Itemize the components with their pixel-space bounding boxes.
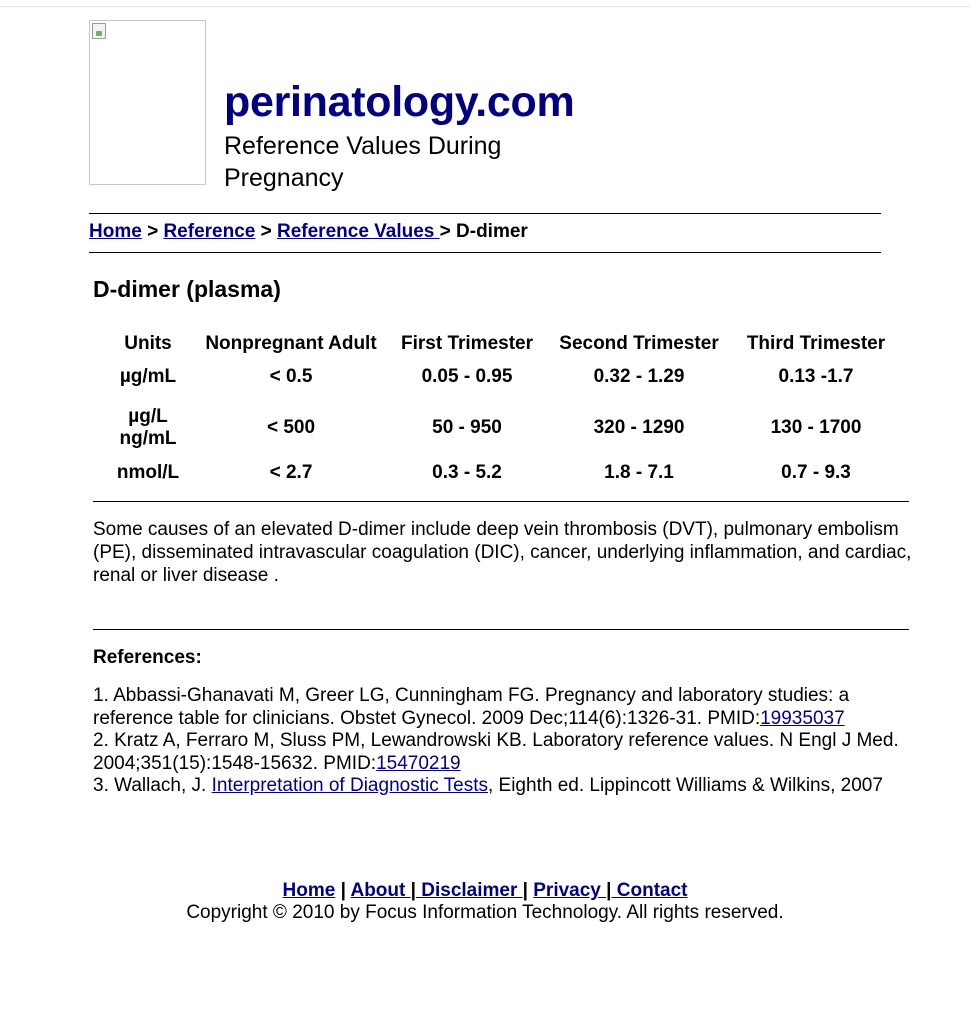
header-divider-bottom [89, 252, 881, 253]
footer-about-link[interactable]: About [350, 880, 411, 901]
references-list [93, 685, 913, 798]
nonpregnant-cell: < 0.5 [269, 366, 313, 387]
site-logo-image[interactable] [89, 20, 206, 185]
first-trimester-cell: 50 - 950 [432, 417, 502, 438]
breadcrumb-reference-link[interactable]: Reference [163, 221, 256, 242]
footer-privacy-link[interactable]: Privacy [533, 880, 607, 901]
header-divider-top [89, 213, 881, 214]
column-header-units: Units [124, 332, 172, 354]
nonpregnant-cell: < 2.7 [269, 462, 313, 483]
column-header-third-trimester: Third Trimester [746, 332, 886, 354]
reference-text: 2. Kratz A, Ferraro M, Sluss PM, Lewandrowski KB. Laboratory reference values. N Engl J Med. 2004;351(15):1548-15632. PMID: [93, 730, 899, 774]
column-header-nonpregnant: Nonpregnant Adult [205, 332, 377, 354]
column-header-second-trimester: Second Trimester [559, 332, 719, 354]
site-subtitle: Reference Values During Pregnancy [224, 132, 502, 192]
reference-values-table [93, 328, 909, 485]
copyright-text: Copyright © 2010 by Focus Information Technology. All rights reserved. [186, 902, 784, 923]
footer-nav [0, 880, 970, 902]
second-trimester-cell: 320 - 1290 [593, 417, 685, 438]
reference-text-after: , Eighth ed. Lippincott Williams & Wilkins, 2007 [487, 775, 883, 796]
breadcrumb-separator: > [255, 221, 277, 242]
references-divider [93, 629, 909, 630]
broken-image-icon [92, 23, 106, 39]
first-trimester-cell: 0.3 - 5.2 [432, 462, 502, 483]
footer-separator: | [522, 880, 528, 901]
table-row [93, 395, 909, 461]
references-heading: References: [93, 647, 202, 668]
unit-cell [93, 395, 203, 461]
breadcrumb-separator: > [141, 221, 164, 242]
unit-primary: µg/L [128, 406, 168, 427]
breadcrumb-separator: > [439, 221, 457, 242]
second-trimester-cell: 1.8 - 7.1 [604, 462, 674, 483]
breadcrumb [89, 221, 528, 243]
breadcrumb-reference-values-link[interactable]: Reference Values [277, 221, 440, 242]
third-trimester-cell: 0.13 -1.7 [778, 366, 854, 387]
footer-separator: | [606, 880, 612, 901]
top-divider [0, 6, 970, 7]
second-trimester-cell: 0.32 - 1.29 [593, 366, 685, 387]
breadcrumb-home-link[interactable]: Home [89, 221, 142, 242]
reference-pmid-link[interactable]: 15470219 [376, 752, 461, 774]
unit-cell: nmol/L [116, 462, 180, 483]
table-divider [93, 501, 909, 502]
nonpregnant-cell: < 500 [266, 417, 316, 438]
footer-separator: | [410, 880, 416, 901]
reference-text: 1. Abbassi-Ghanavati M, Greer LG, Cunningham FG. Pregnancy and laboratory studies: a reference table for clinicians. Obstet Gynecol. 2009 Dec;114(6):1326-31. PMID: [93, 685, 850, 729]
description-paragraph: Some causes of an elevated D-dimer include deep vein thrombosis (DVT), pulmonary embolism (PE), disseminated intravascular coagulation (DIC), cancer, underlying inflammation, and cardiac, renal or liver disease . [93, 519, 912, 586]
column-header-first-trimester: First Trimester [401, 332, 533, 354]
first-trimester-cell: 0.05 - 0.95 [421, 366, 513, 387]
reference-pmid-link[interactable]: 19935037 [760, 707, 845, 729]
third-trimester-cell: 0.7 - 9.3 [781, 462, 851, 483]
footer-home-link[interactable]: Home [282, 880, 336, 901]
reference-book-link[interactable]: Interpretation of Diagnostic Tests [211, 775, 488, 796]
site-title: perinatology.com [224, 78, 575, 126]
reference-item [93, 775, 913, 798]
reference-text: 3. Wallach, J. [93, 775, 212, 796]
breadcrumb-current: D-dimer [456, 221, 528, 242]
reference-item [93, 730, 913, 775]
page-title: D-dimer (plasma) [93, 276, 281, 302]
third-trimester-cell: 130 - 1700 [770, 417, 862, 438]
footer-disclaimer-link[interactable]: Disclaimer [415, 880, 523, 901]
reference-item [93, 685, 913, 730]
table-header-row [93, 328, 909, 359]
unit-secondary: ng/mL [119, 428, 177, 449]
table-row [93, 359, 909, 395]
unit-cell: µg/mL [119, 366, 177, 387]
footer-separator: | [340, 880, 346, 901]
footer-contact-link[interactable]: Contact [611, 880, 688, 901]
table-row [93, 461, 909, 485]
